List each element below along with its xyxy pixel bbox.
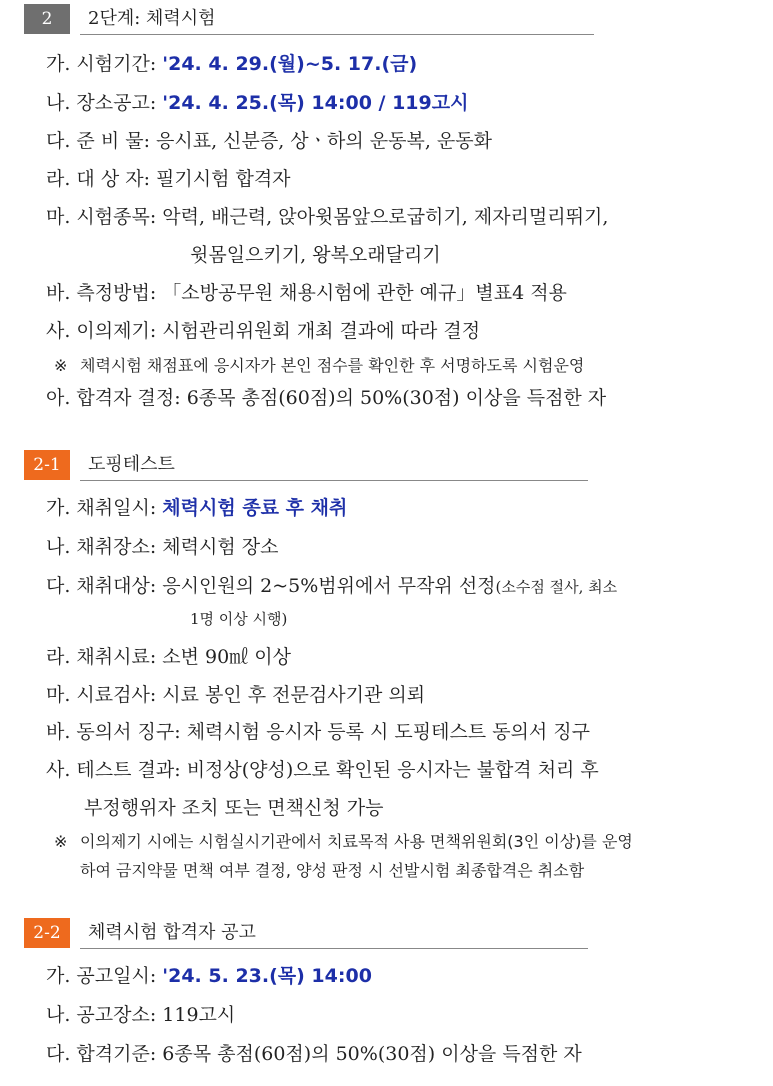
item-label: 마. 시험종목: [46,206,163,228]
item-label: 사. 테스트 결과: [46,759,187,781]
item-label: 가. 시험기간: [46,53,163,75]
item-objection [46,319,480,343]
item-label: 나. 장소공고: [46,92,163,114]
item-value: 체력시험 응시자 등록 시 도핑테스트 동의서 징구 [186,721,591,743]
item-exam-period [46,52,417,76]
item-events-continued: 윗몸일으키기, 왕복오래달리기 [190,244,441,266]
note-mark: ※ [54,356,68,375]
section-title: 2단계: 체력시험 [88,8,216,29]
item-value: 시험관리위원회 개최 결과에 따라 결정 [162,320,481,342]
item-value-note: (소수점 절사, 최소 [495,578,618,596]
section-number-badge: 2-2 [24,918,70,948]
section-title: 체력시험 합격자 공고 [88,922,256,943]
item-value: 119고시 [162,1004,236,1026]
item-label: 다. 합격기준: [46,1043,163,1065]
item-sample [46,645,291,669]
item-value: 소변 90㎖ 이상 [162,646,291,668]
item-consent [46,720,590,744]
item-label: 아. 합격자 결정: [46,387,187,409]
note-scoresheet [54,355,584,377]
item-sample-test [46,683,425,707]
item-notice-place [46,1003,235,1027]
item-value: 6종목 총점(60점)의 50%(30점) 이상을 득점한 자 [186,387,607,409]
item-test-result [46,758,599,782]
item-label: 다. 준 비 물: [46,130,157,152]
item-value: '24. 5. 23.(목) 14:00 [162,965,372,987]
item-value: 시료 봉인 후 전문검사기관 의뢰 [162,684,426,706]
item-value: '24. 4. 25.(목) 14:00 / 119고시 [162,92,469,114]
item-value: '24. 4. 29.(월)~5. 17.(금) [162,53,418,75]
item-sampling-target [46,574,617,599]
item-label: 바. 동의서 징구: [46,721,187,743]
item-value: 체력시험 장소 [162,536,279,558]
item-label: 가. 채취일시: [46,497,163,519]
note-objection [54,831,633,853]
item-value: 응시인원의 2~5%범위에서 무작위 선정 [162,575,496,597]
item-test-result-continued: 부정행위자 조치 또는 면책신청 가능 [84,797,384,819]
item-sampling-time [46,496,347,520]
item-value: 악력, 배근력, 앉아윗몸앞으로굽히기, 제자리멀리뛰기, [162,206,609,228]
section-number-badge: 2 [24,4,70,34]
item-value: 「소방공무원 채용시험에 관한 예규」별표4 적용 [162,282,567,304]
note-objection-continued: 하여 금지약물 면책 여부 결정, 양성 판정 시 선발시험 최종합격은 취소함 [80,861,585,880]
section-underline [80,34,594,35]
note-mark: ※ [54,832,68,851]
item-label: 사. 이의제기: [46,320,163,342]
item-value: 필기시험 합격자 [156,168,291,190]
section-underline [80,948,588,949]
item-label: 가. 공고일시: [46,965,163,987]
item-value: 6종목 총점(60점)의 50%(30점) 이상을 득점한 자 [162,1043,582,1065]
note-text: 이의제기 시에는 시험실시기관에서 치료목적 사용 면책위원회(3인 이상)를 운영 [80,832,633,851]
item-notice-time [46,964,372,988]
item-pass-criteria [46,1042,582,1066]
item-label: 마. 시료검사: [46,684,163,706]
item-label: 라. 채취시료: [46,646,163,668]
item-target [46,167,291,191]
item-sampling-place [46,535,278,559]
section-title: 도핑테스트 [88,454,175,475]
item-venue-notice [46,91,468,115]
item-method [46,281,567,305]
item-supplies [46,129,492,153]
item-label: 라. 대 상 자: [46,168,157,190]
item-label: 바. 측정방법: [46,282,163,304]
note-text: 체력시험 채점표에 응시자가 본인 점수를 확인한 후 서명하도록 시험운영 [80,356,585,375]
item-events [46,205,608,229]
item-sampling-target-continued: 1명 이상 시행) [190,610,288,628]
item-label: 나. 공고장소: [46,1004,163,1026]
item-label: 나. 채취장소: [46,536,163,558]
item-value: 체력시험 종료 후 채취 [162,497,348,519]
item-label: 다. 채취대상: [46,575,163,597]
section-number-badge: 2-1 [24,450,70,480]
item-pass-decision [46,386,606,410]
item-value: 응시표, 신분증, 상ㆍ하의 운동복, 운동화 [156,130,492,152]
section-underline [80,480,588,481]
item-value: 비정상(양성)으로 확인된 응시자는 불합격 처리 후 [186,759,599,781]
